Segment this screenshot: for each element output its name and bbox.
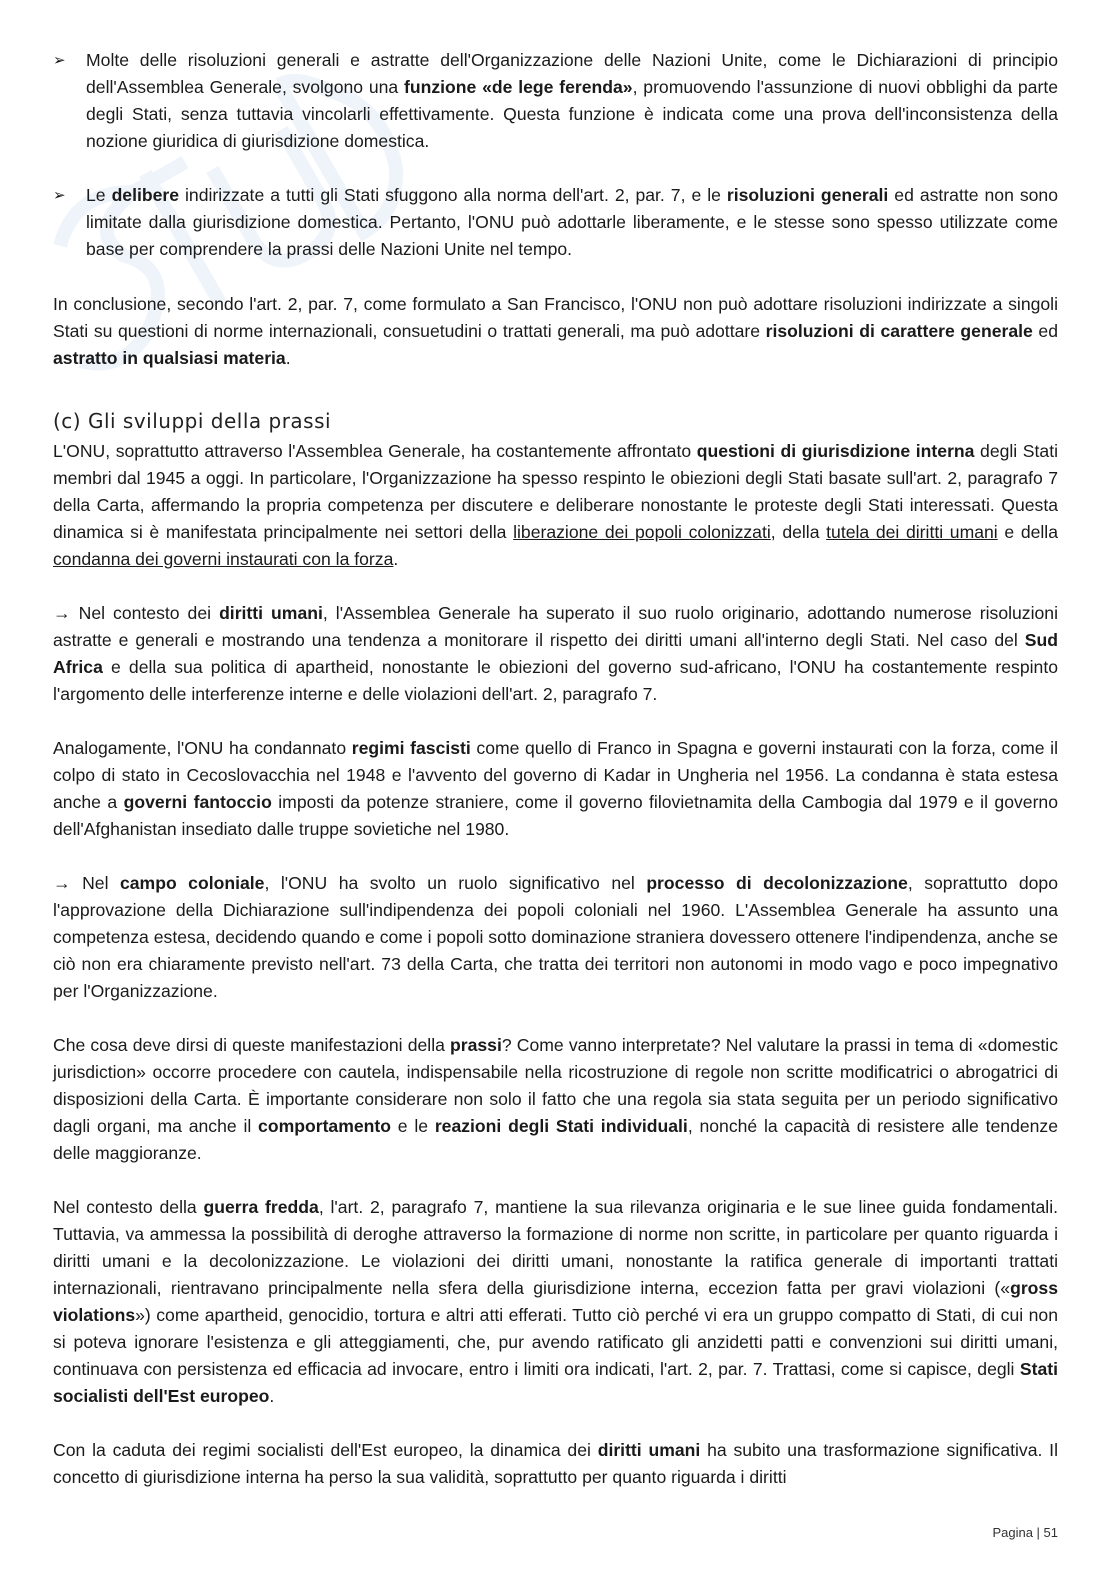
bold-term: questioni di giurisdizione interna — [696, 441, 975, 461]
bold-term: astratto in qualsiasi materia — [53, 348, 286, 368]
bullet-list — [53, 47, 1058, 263]
underlined-term: liberazione dei popoli colonizzati — [513, 522, 771, 542]
underlined-term: tutela dei diritti umani — [826, 522, 998, 542]
text-run: indirizzate a tutti gli Stati sfuggono alla norma dell'art. 2, par. 7, e le — [179, 185, 727, 205]
bold-term: risoluzioni di carattere generale — [765, 321, 1033, 341]
section-body — [53, 438, 1058, 1491]
body-paragraph — [53, 1194, 1058, 1410]
arrowhead-bullet-icon: ➢ — [53, 52, 66, 69]
bullet-item — [53, 182, 1058, 263]
text-run: ed — [1032, 321, 1058, 341]
text-run: , nonché la capacità di resistere alle tendenze delle maggioranze. — [53, 1116, 1059, 1163]
text-run: , l'ONU ha svolto un ruolo significativo nel — [264, 873, 647, 893]
text-run: . — [393, 549, 399, 569]
text-run: → Nel — [53, 873, 120, 893]
bold-term: funzione «de lege ferenda» — [404, 77, 633, 97]
bold-term: regimi fascisti — [351, 738, 471, 758]
text-run: , soprattutto dopo l'approvazione della Dichiarazione sull'indipendenza dei popoli coloniali nel 1960. L'Assemblea Generale ha assunto una competenza estesa, decidendo quando e come i popoli sotto dominazione straniera dovessero ottenere l'indipendenza, anche se ciò non era chiaramente previsto nell'art. 73 della Carta, che tratta dei territori non autonomi in modo vago e poco impegnativo per l'Organizzazione. — [53, 873, 1058, 1001]
document-page — [53, 47, 1058, 1518]
body-paragraph — [53, 735, 1058, 843]
text-run: e della sua politica di apartheid, nonostante le obiezioni del governo sud-africano, l'ONU ha costantemente respinto l'argomento delle interferenze interne e delle violazioni dell'art. 2, paragrafo 7. — [53, 657, 1058, 704]
bullet-item — [53, 47, 1058, 155]
bold-term: prassi — [450, 1035, 502, 1055]
text-run: Le — [86, 185, 112, 205]
bold-term: processo di decolonizzazione — [646, 873, 908, 893]
text-run: , della — [770, 522, 827, 542]
text-run: Che cosa deve dirsi di queste manifestazioni della — [53, 1035, 451, 1055]
bold-term: Stati socialisti dell'Est europeo — [53, 1359, 1058, 1406]
text-run: . — [269, 1386, 275, 1406]
text-run: L'ONU, soprattutto attraverso l'Assemblea Generale, ha costantemente affrontato — [53, 441, 697, 461]
text-run: , promuovendo l'assunzione di nuovi obblighi da parte degli Stati, senza tuttavia vincolarli effettivamente. Questa funzione è indicata come una prova dell'inconsistenza della nozione giuridica di giurisdizione domestica. — [86, 77, 1058, 151]
text-run: Con la caduta dei regimi socialisti dell'Est europeo, la dinamica dei — [53, 1440, 598, 1460]
page-number: Pagina | 51 — [992, 1525, 1058, 1540]
text-run: Molte delle risoluzioni generali e astratte dell'Organizzazione delle Nazioni Unite, come le Dichiarazioni di principio dell'Assemblea Generale, svolgono una — [86, 50, 1058, 97]
text-run: In conclusione, secondo l'art. 2, par. 7, come formulato a San Francisco, l'ONU non può adottare risoluzioni indirizzate a singoli Stati su questioni di norme internazionali, consuetudini o trattati generali, ma può adottare — [53, 294, 1058, 341]
conclusion-paragraph — [53, 291, 1058, 372]
arrowhead-bullet-icon: ➢ — [53, 187, 66, 204]
bold-term: governi fantoccio — [123, 792, 272, 812]
text-run: ») come apartheid, genocidio, tortura e altri atti efferati. Tutto ciò perché vi era un gruppo compatto di Stati, di cui non si poteva ignorare l'esistenza e gli atteggiamenti, che, pur avendo ratificato gli anzidetti patti e convenzioni sui diritti umani, continuava con persistenza ed efficacia ad invocare, entro i limiti ora indicati, l'art. 2, par. 7. Trattasi, come si capisce, degli — [53, 1305, 1058, 1379]
underlined-term: condanna dei governi instaurati con la forza — [53, 549, 394, 569]
text-run: e le — [391, 1116, 435, 1136]
bold-term: guerra fredda — [203, 1197, 319, 1217]
bold-term: gross violations — [53, 1278, 1058, 1325]
text-run: ed astratte non sono limitate dalla giurisdizione domestica. Pertanto, l'ONU può adottarle liberamente, e le stesse sono spesso utilizzate come base per comprendere la prassi delle Nazioni Unite nel tempo. — [86, 185, 1058, 259]
text-run: degli Stati membri dal 1945 a oggi. In particolare, l'Organizzazione ha spesso respinto le obiezioni degli Stati basate sull'art. 2, paragrafo 7 della Carta, affermando la propria competenza per discutere e deliberare nonostante le proteste degli Stati interessati. Questa dinamica si è manifestata principalmente nei settori della — [53, 441, 1058, 542]
text-run: Analogamente, l'ONU ha condannato — [53, 738, 352, 758]
body-paragraph — [53, 1437, 1058, 1491]
body-paragraph — [53, 438, 1058, 573]
text-run: ha subito una trasformazione significativa. Il concetto di giurisdizione interna ha perso la sua validità, soprattutto per quanto riguarda i diritti — [53, 1440, 1058, 1487]
bold-term: comportamento — [258, 1116, 391, 1136]
text-run: . — [285, 348, 291, 368]
bold-term: reazioni degli Stati individuali — [434, 1116, 688, 1136]
bold-term: Sud Africa — [53, 630, 1058, 677]
section-heading: (c) Gli sviluppi della prassi — [53, 409, 332, 433]
text-run: e della — [997, 522, 1058, 542]
body-paragraph — [53, 600, 1058, 708]
bold-term: delibere — [111, 185, 180, 205]
text-run: → Nel contesto dei — [53, 603, 220, 623]
text-run: imposti da potenze straniere, come il governo filovietnamita della Cambogia dal 1979 e il governo dell'Afghanistan insediato dalle truppe sovietiche nel 1980. — [53, 792, 1059, 839]
body-paragraph — [53, 1032, 1058, 1167]
bold-term: diritti umani — [219, 603, 323, 623]
text-run: , l'Assemblea Generale ha superato il suo ruolo originario, adottando numerose risoluzioni astratte e generali e mostrando una tendenza a monitorare il rispetto dei diritti umani all'interno degli Stati. Nel caso del — [53, 603, 1058, 650]
bold-term: risoluzioni generali — [726, 185, 889, 205]
text-run: ? Come vanno interpretate? Nel valutare la prassi in tema di «domestic jurisdiction» occorre procedere con cautela, indispensabile nella ricostruzione di regole non scritte modificatrici o abrogatrici di disposizioni della Carta. È importante considerare non solo il fatto che una regola sia stata seguita per un periodo significativo dagli organi, ma anche il — [53, 1035, 1058, 1136]
text-run: Nel contesto della — [53, 1197, 204, 1217]
bold-term: diritti umani — [597, 1440, 701, 1460]
bold-term: campo coloniale — [119, 873, 265, 893]
text-run: , l'art. 2, paragrafo 7, mantiene la sua rilevanza originaria e le sue linee guida fondamentali. Tuttavia, va ammessa la possibilità di deroghe attraverso la formazione di norme non scritte, in particolare per quanto riguarda i diritti umani e la decolonizzazione. Le violazioni dei diritti umani, nonostante la ratifica generale di importanti trattati internazionali, rientravano principalmente nella sfera della giurisdizione interna, eccezion fatta per gravi violazioni (« — [53, 1197, 1059, 1298]
body-paragraph — [53, 870, 1058, 1005]
text-run: come quello di Franco in Spagna e governi instaurati con la forza, come il colpo di stato in Cecoslovacchia nel 1948 e l'avvento del governo di Kadar in Ungheria nel 1956. La condanna è stata estesa anche a — [53, 738, 1059, 812]
